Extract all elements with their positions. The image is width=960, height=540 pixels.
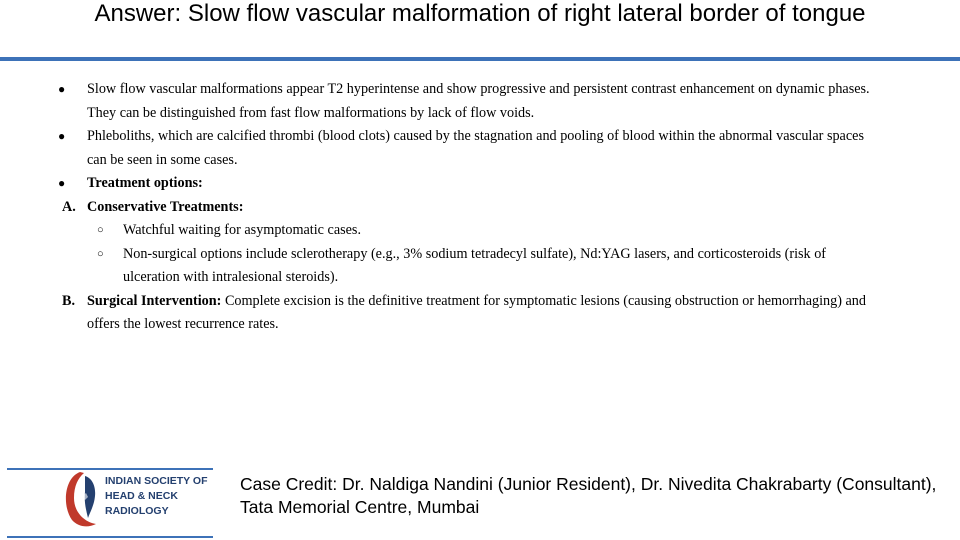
section-b-letter: B.	[62, 292, 76, 309]
sub-bullet-item	[0, 243, 960, 290]
circle-bullet-icon: ○	[97, 224, 104, 236]
bullet-text: Phleboliths, which are calcified thrombi (blood clots) caused by the stagnation and pooling of blood within the abnormal vascular spaces can be seen in some cases.	[87, 128, 864, 168]
bullet-item	[0, 172, 960, 196]
section-b-body	[87, 290, 877, 337]
bullet-dot: ●	[58, 82, 66, 96]
section-b	[0, 290, 960, 337]
section-b-heading: Surgical Intervention:	[87, 292, 222, 309]
bullet-dot: ●	[58, 176, 66, 190]
sub-bullet-text: Non-surgical options include sclerotherapy (e.g., 3% sodium tetradecyl sulfate), Nd:YAG lasers, and corticosteroids (risk of ulceration with intralesional steroids).	[123, 245, 827, 285]
footer-rule-bottom	[7, 536, 213, 538]
slide-content	[0, 78, 960, 337]
sub-bullet-item	[0, 219, 960, 243]
society-logo-text	[105, 474, 207, 519]
title-underline	[0, 57, 960, 61]
section-a-heading: Conservative Treatments:	[87, 198, 244, 215]
sub-bullet-text: Watchful waiting for asymptomatic cases.	[123, 222, 361, 238]
section-a	[0, 196, 960, 220]
logo-line: RADIOLOGY	[105, 505, 169, 517]
logo-line: INDIAN SOCIETY OF	[105, 475, 208, 487]
bullet-dot: ●	[58, 129, 66, 143]
case-credit: Case Credit: Dr. Naldiga Nandini (Junior Resident), Dr. Nivedita Chakrabarty (Consultant), Tata Memorial Centre, Mumbai	[240, 474, 937, 517]
bullet-text: Slow flow vascular malformations appear T2 hyperintense and show progressive and persistent contrast enhancement on dynamic phases. They can be distinguished from fast flow malformations by lack of flow voids.	[87, 81, 870, 121]
circle-bullet-icon: ○	[97, 247, 104, 260]
section-b-text: Complete excision is the definitive treatment for symptomatic lesions (causing obstruction or hemorrhaging) and offers the lowest recurrence rates.	[87, 292, 866, 332]
logo-line: HEAD & NECK	[105, 490, 178, 502]
bullet-item	[0, 78, 960, 125]
slide-title: Answer: Slow flow vascular malformation of right lateral border of tongue	[94, 0, 866, 27]
bullet-item	[0, 125, 960, 172]
treatment-options-heading: Treatment options:	[87, 175, 203, 191]
section-a-letter: A.	[62, 198, 76, 215]
